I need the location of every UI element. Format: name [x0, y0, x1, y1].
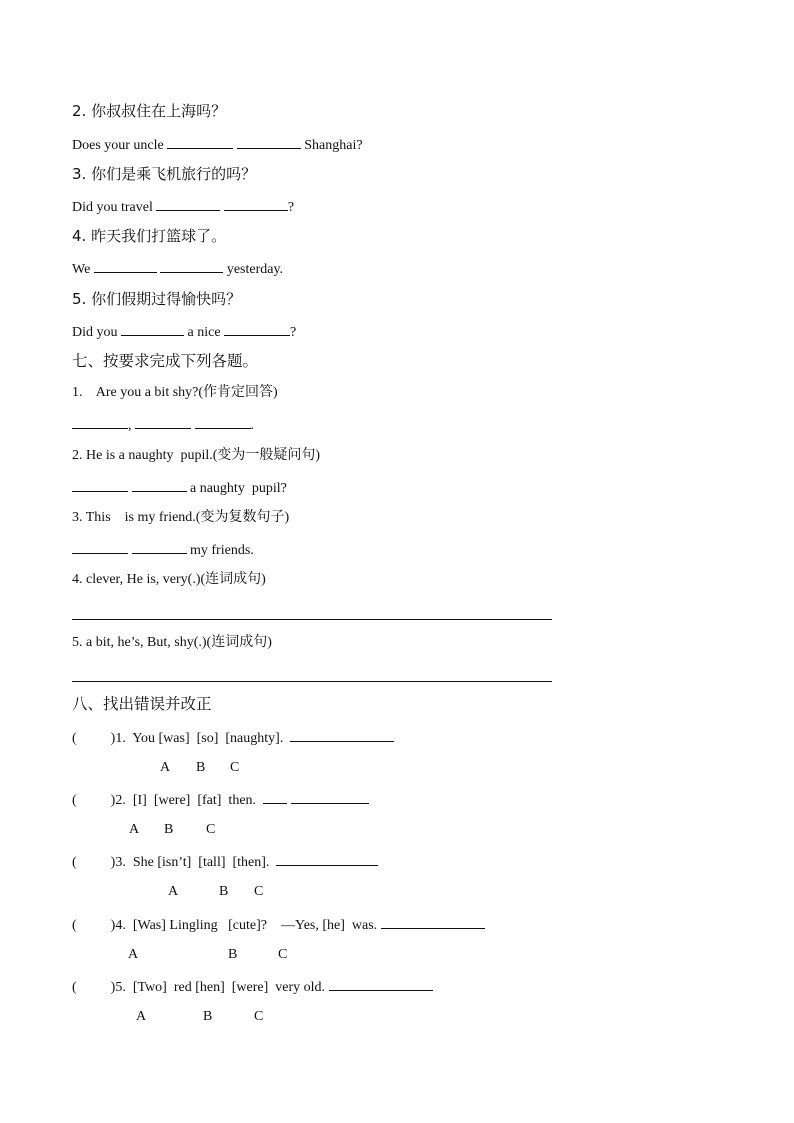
answer-blank[interactable]	[132, 539, 187, 554]
error-item-4	[72, 914, 485, 936]
answer-blank[interactable]	[135, 414, 191, 429]
answer-blank[interactable]	[237, 134, 301, 149]
q3-text-after: ?	[287, 200, 295, 215]
section7-q3-answer	[72, 539, 254, 561]
answer-line[interactable]	[72, 681, 552, 682]
option-label: C	[206, 822, 216, 837]
answer-choice-slot[interactable]	[77, 977, 111, 991]
translation-q4-chinese: 4. 昨天我们打篮球了。	[72, 227, 227, 245]
option-label: A	[168, 884, 179, 899]
error-item-3	[72, 851, 378, 873]
answer-blank[interactable]	[132, 477, 187, 492]
translation-q5-chinese: 5. 你们假期过得愉快吗？	[72, 290, 242, 308]
correction-blank[interactable]	[291, 789, 369, 804]
translation-q2-chinese: 2. 你叔叔住在上海吗？	[72, 102, 227, 120]
option-label: B	[219, 884, 229, 899]
item-paren: (	[72, 855, 77, 870]
section7-q5: 5. a bit, he’s, But, shy(.)(连词成句)	[72, 635, 272, 650]
correction-blank[interactable]	[263, 789, 287, 804]
option-label: B	[203, 1009, 213, 1024]
q1-answer-period: .	[250, 418, 254, 433]
translation-q3-english	[72, 196, 294, 218]
item-text: )3. She [isn’t] [tall] [then].	[110, 855, 270, 870]
q3-text-before: Did you travel	[72, 200, 157, 215]
q5-text-middle: a nice	[184, 325, 225, 340]
section7-q4: 4. clever, He is, very(.)(连词成句)	[72, 572, 266, 587]
q5-text-after: ?	[290, 325, 297, 340]
item-paren: (	[72, 918, 77, 933]
option-label: A	[129, 822, 140, 837]
answer-blank[interactable]	[121, 321, 184, 336]
option-label: A	[128, 947, 139, 962]
option-label: C	[254, 884, 264, 899]
correction-blank[interactable]	[329, 976, 433, 991]
section7-q2-answer	[72, 477, 287, 499]
section7-q3: 3. This is my friend.(变为复数句子)	[72, 510, 290, 525]
translation-q5-english	[72, 321, 296, 343]
answer-choice-slot[interactable]	[77, 728, 111, 742]
error-item-5	[72, 976, 433, 998]
option-label: C	[254, 1009, 264, 1024]
option-label: A	[136, 1009, 147, 1024]
section7-q2: 2. He is a naughty pupil.(变为一般疑问句)	[72, 448, 321, 463]
option-label: C	[230, 760, 240, 775]
option-label: A	[160, 760, 171, 775]
q2-text-after: Shanghai?	[300, 138, 363, 153]
q1-answer-comma: ,	[128, 418, 132, 433]
error-item-2	[72, 789, 369, 811]
item-text: )1. You [was] [so] [naughty].	[110, 731, 284, 746]
q4-text-before: We	[72, 262, 94, 277]
section-7-heading: 七、按要求完成下列各题。	[72, 352, 259, 370]
translation-q2-english	[72, 134, 363, 156]
answer-line[interactable]	[72, 619, 552, 620]
correction-blank[interactable]	[276, 851, 378, 866]
option-label: C	[278, 947, 288, 962]
section7-q1: 1. Are you a bit shy?(作肯定回答)	[72, 385, 278, 400]
q5-text-before: Did you	[72, 325, 121, 340]
translation-q4-english	[72, 258, 283, 280]
q2-text-before: Does your uncle	[72, 138, 168, 153]
answer-blank[interactable]	[195, 414, 251, 429]
item-paren: (	[72, 980, 77, 995]
answer-blank[interactable]	[167, 134, 233, 149]
answer-blank[interactable]	[94, 258, 157, 273]
answer-choice-slot[interactable]	[77, 915, 111, 929]
item-paren: (	[72, 731, 77, 746]
q3-answer-text: my friends.	[186, 543, 254, 558]
item-paren: (	[72, 793, 77, 808]
item-text: )4. [Was] Lingling [cute]? —Yes, [he] was.	[110, 918, 378, 933]
item-text: )5. [Two] red [hen] [were] very old.	[110, 980, 326, 995]
q4-text-after: yesterday.	[223, 262, 284, 277]
correction-blank[interactable]	[381, 914, 485, 929]
answer-blank[interactable]	[72, 414, 128, 429]
translation-q3-chinese: 3. 你们是乘飞机旅行的吗？	[72, 165, 257, 183]
answer-blank[interactable]	[160, 258, 223, 273]
answer-blank[interactable]	[224, 321, 290, 336]
error-item-1	[72, 727, 394, 749]
section-8-heading: 八、找出错误并改正	[72, 695, 212, 713]
q2-answer-text: a naughty pupil?	[186, 481, 287, 496]
answer-choice-slot[interactable]	[77, 790, 111, 804]
answer-choice-slot[interactable]	[77, 852, 111, 866]
answer-blank[interactable]	[72, 477, 128, 492]
section7-q1-answer	[72, 414, 254, 436]
option-label: B	[228, 947, 238, 962]
correction-blank[interactable]	[290, 727, 394, 742]
answer-blank[interactable]	[72, 539, 128, 554]
option-label: B	[164, 822, 174, 837]
answer-blank[interactable]	[156, 196, 220, 211]
answer-blank[interactable]	[224, 196, 288, 211]
option-label: B	[196, 760, 206, 775]
item-text: )2. [I] [were] [fat] then.	[110, 793, 257, 808]
